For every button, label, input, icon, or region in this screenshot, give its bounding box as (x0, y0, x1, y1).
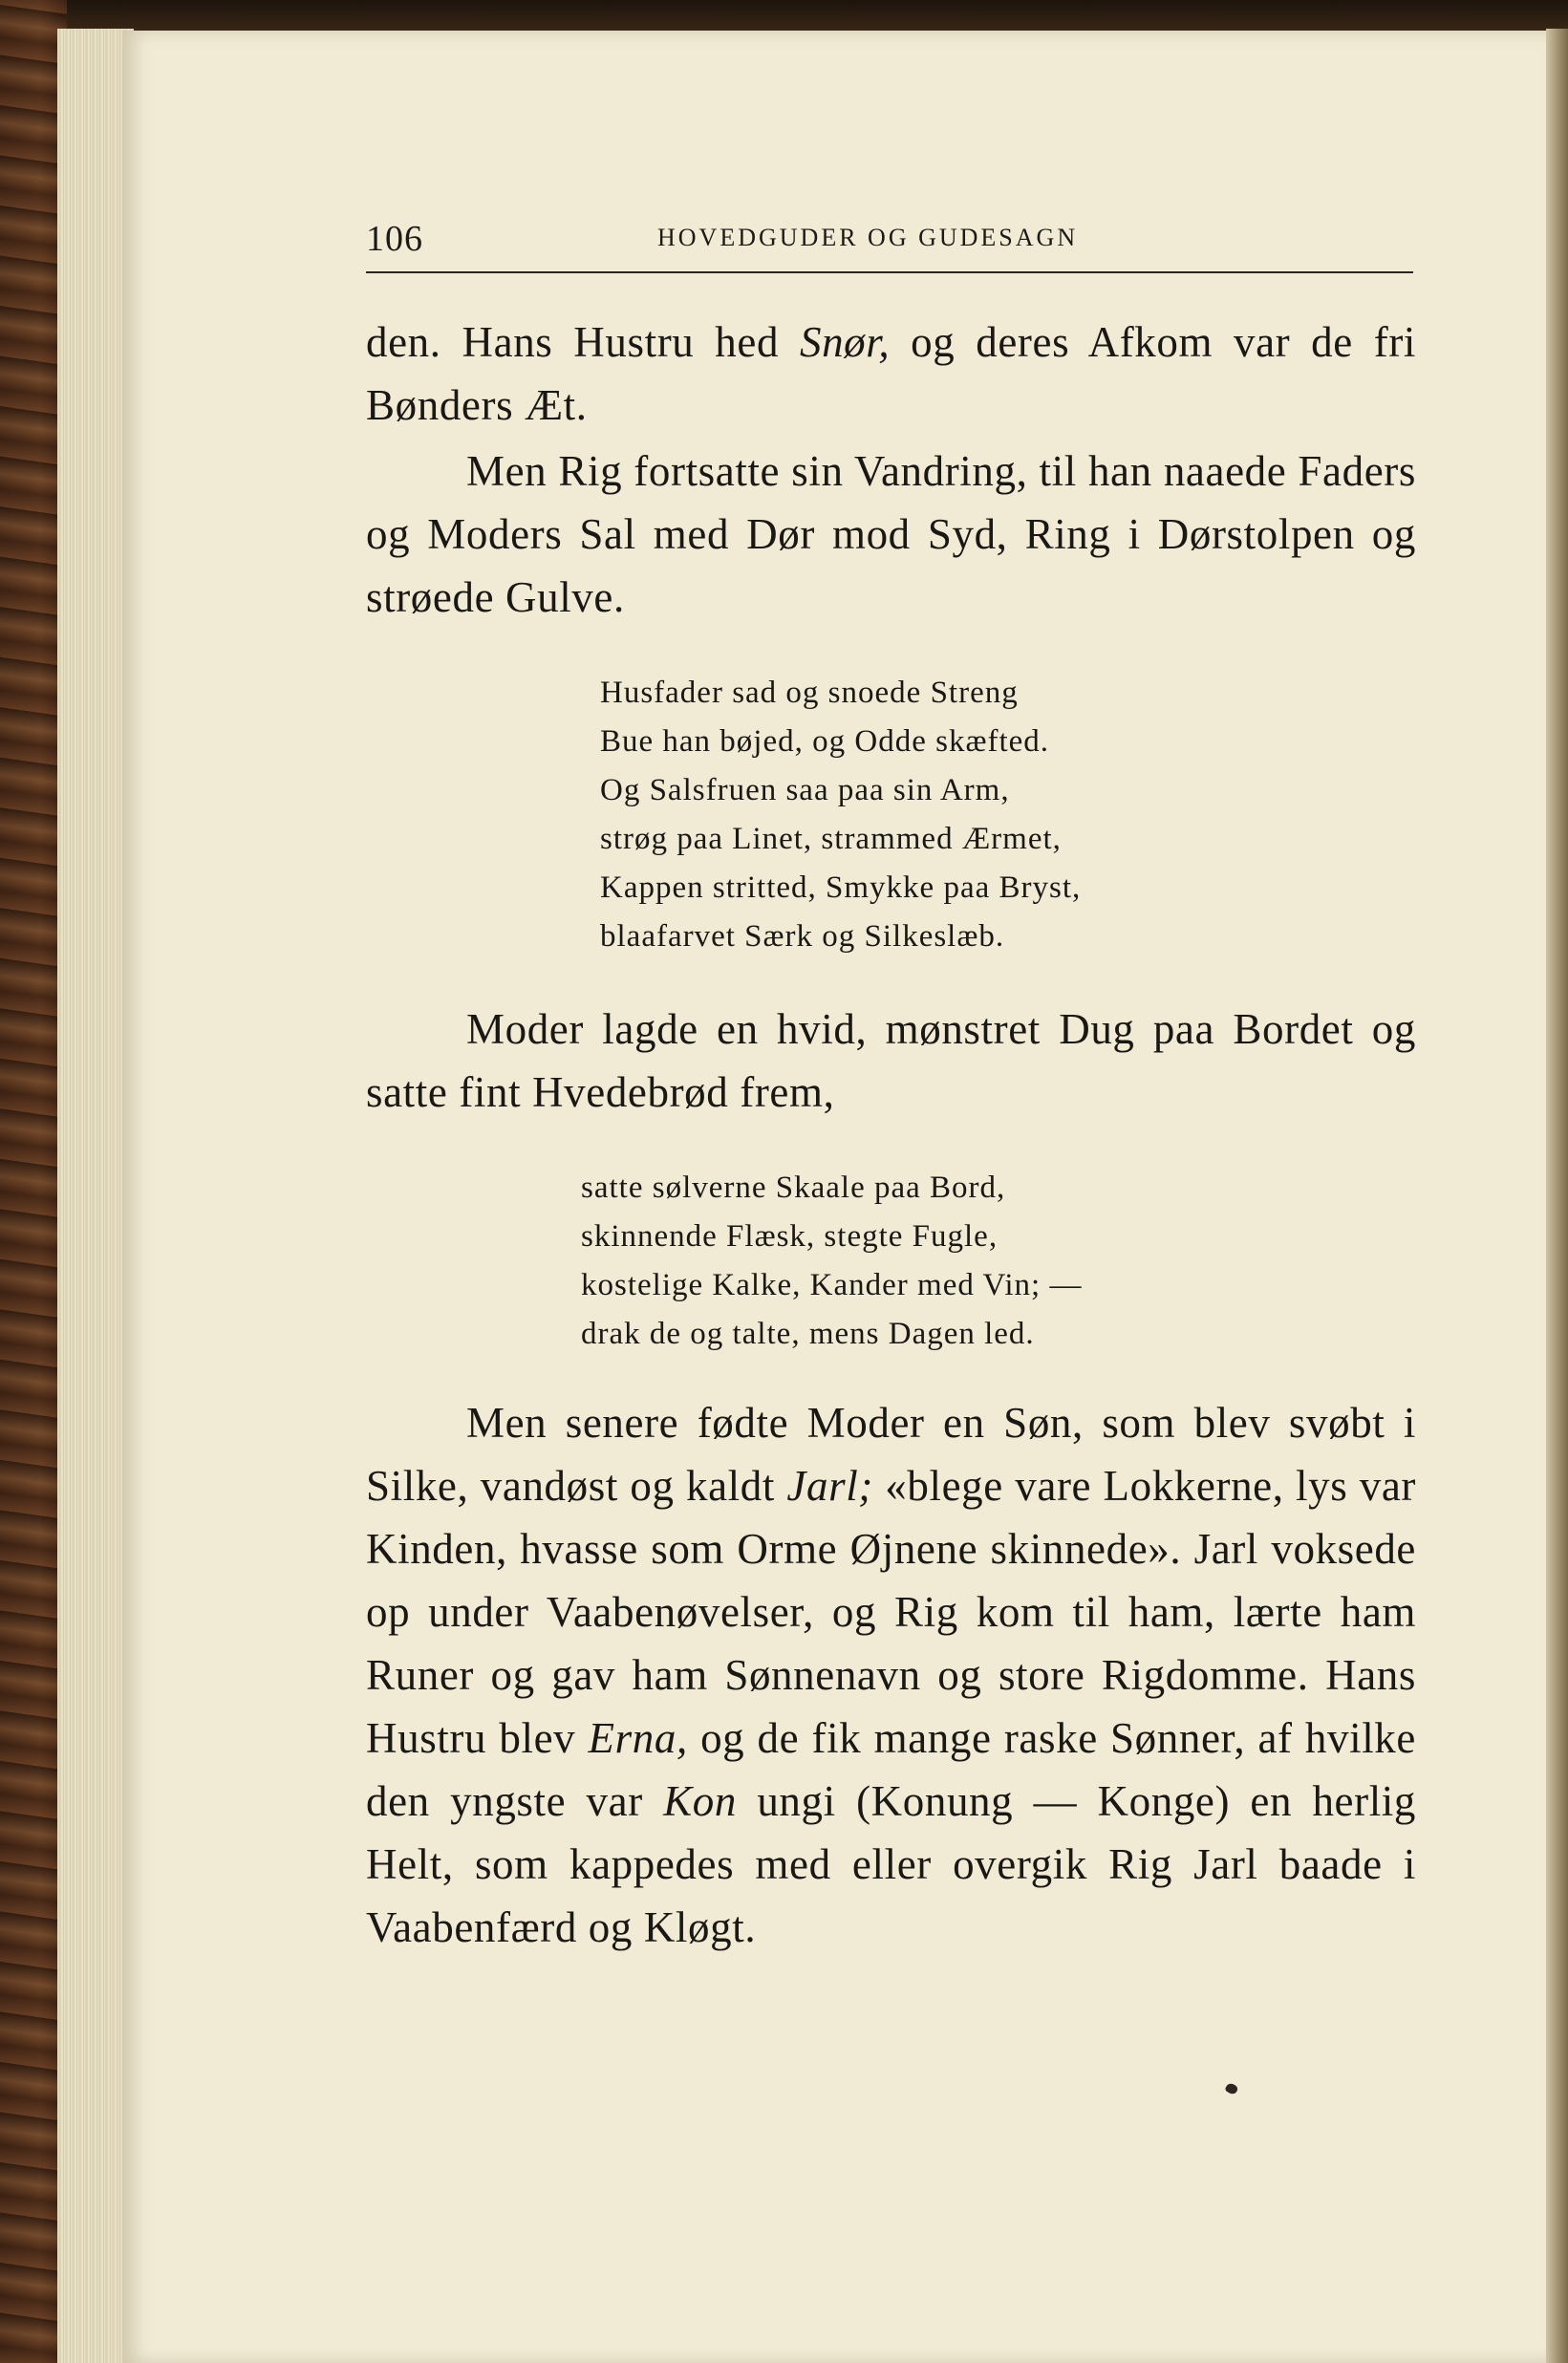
paragraph-3-text: Moder lagde en hvid, mønstret Dug paa Bordet og satte fint Hvedebrød frem, (366, 1005, 1416, 1116)
paragraph-4-text-c: og de fik mange raske Sønner, af hvilke den yngste var (366, 1714, 1416, 1825)
verse-1 (600, 669, 1081, 961)
paragraph-4-text-a: Men senere fødte Moder en Søn, som blev svøbt i Silke, vandøst og kaldt (366, 1399, 1416, 1510)
header-rule (366, 271, 1413, 273)
name-erna: Erna, (588, 1714, 688, 1762)
verse-1-line: Husfader sad og snoede Streng (600, 676, 1019, 710)
verse-1-line: strøg paa Linet, strammed Ærmet, (600, 822, 1062, 856)
verse-2-line: satte sølverne Skaale paa Bord, (581, 1171, 1006, 1205)
verse-1-line: Kappen stritted, Smykke paa Bryst, (600, 870, 1082, 905)
verse-1-line: Og Salsfruen saa paa sin Arm, (600, 773, 1010, 807)
verse-2 (581, 1164, 1082, 1359)
name-kon: Kon (663, 1777, 737, 1825)
verse-2-line: kostelige Kalke, Kander med Vin; — (581, 1268, 1083, 1302)
paragraph-2 (366, 440, 1416, 629)
paragraph-2-text: Men Rig fortsatte sin Vandring, til han naaede Faders og Moders Sal med Dør mod Syd, Ring i Dørstolpen og strøede Gulve. (366, 447, 1416, 621)
paragraph-1-text-a: den. Hans Hustru hed (366, 318, 800, 366)
paragraph-3 (366, 998, 1416, 1124)
verse-2-line: drak de og talte, mens Dagen led. (581, 1317, 1035, 1351)
page-number: 106 (366, 219, 423, 259)
paragraph-4-text-d: ungi (Konung — Konge) en herlig Helt, som kappedes med eller overgik Rig Jarl baade i Vaabenfærd og Kløgt. (366, 1777, 1417, 1951)
paragraph-1-text-b: og deres Afkom var de fri Bønders Æt. (366, 318, 1417, 429)
running-head: HOVEDGUDER OG GUDESAGN (657, 224, 1079, 251)
name-snor: Snør, (799, 318, 891, 366)
verse-2-line: skinnende Flæsk, stegte Fugle, (581, 1219, 999, 1254)
paragraph-4-text-b: «blege vare Lokkerne, lys var Kinden, hvasse som Orme Øjnene skinnede». Jarl voksede op under Vaabenøvelser, og Rig kom til ham, lærte ham Runer og gav ham Sønnenavn og store Rigdomme. Hans Hustru blev (366, 1462, 1417, 1762)
page-header (366, 218, 1413, 275)
paragraph-1 (366, 311, 1416, 437)
page-right-edge (1546, 29, 1568, 2363)
verse-1-line: blaafarvet Særk og Silkeslæb. (600, 919, 1005, 954)
book-top-edge (0, 0, 1568, 34)
paragraph-4 (366, 1391, 1416, 1959)
name-jarl: Jarl; (786, 1462, 873, 1510)
verse-1-line: Bue han bøjed, og Odde skæfted. (600, 724, 1050, 759)
